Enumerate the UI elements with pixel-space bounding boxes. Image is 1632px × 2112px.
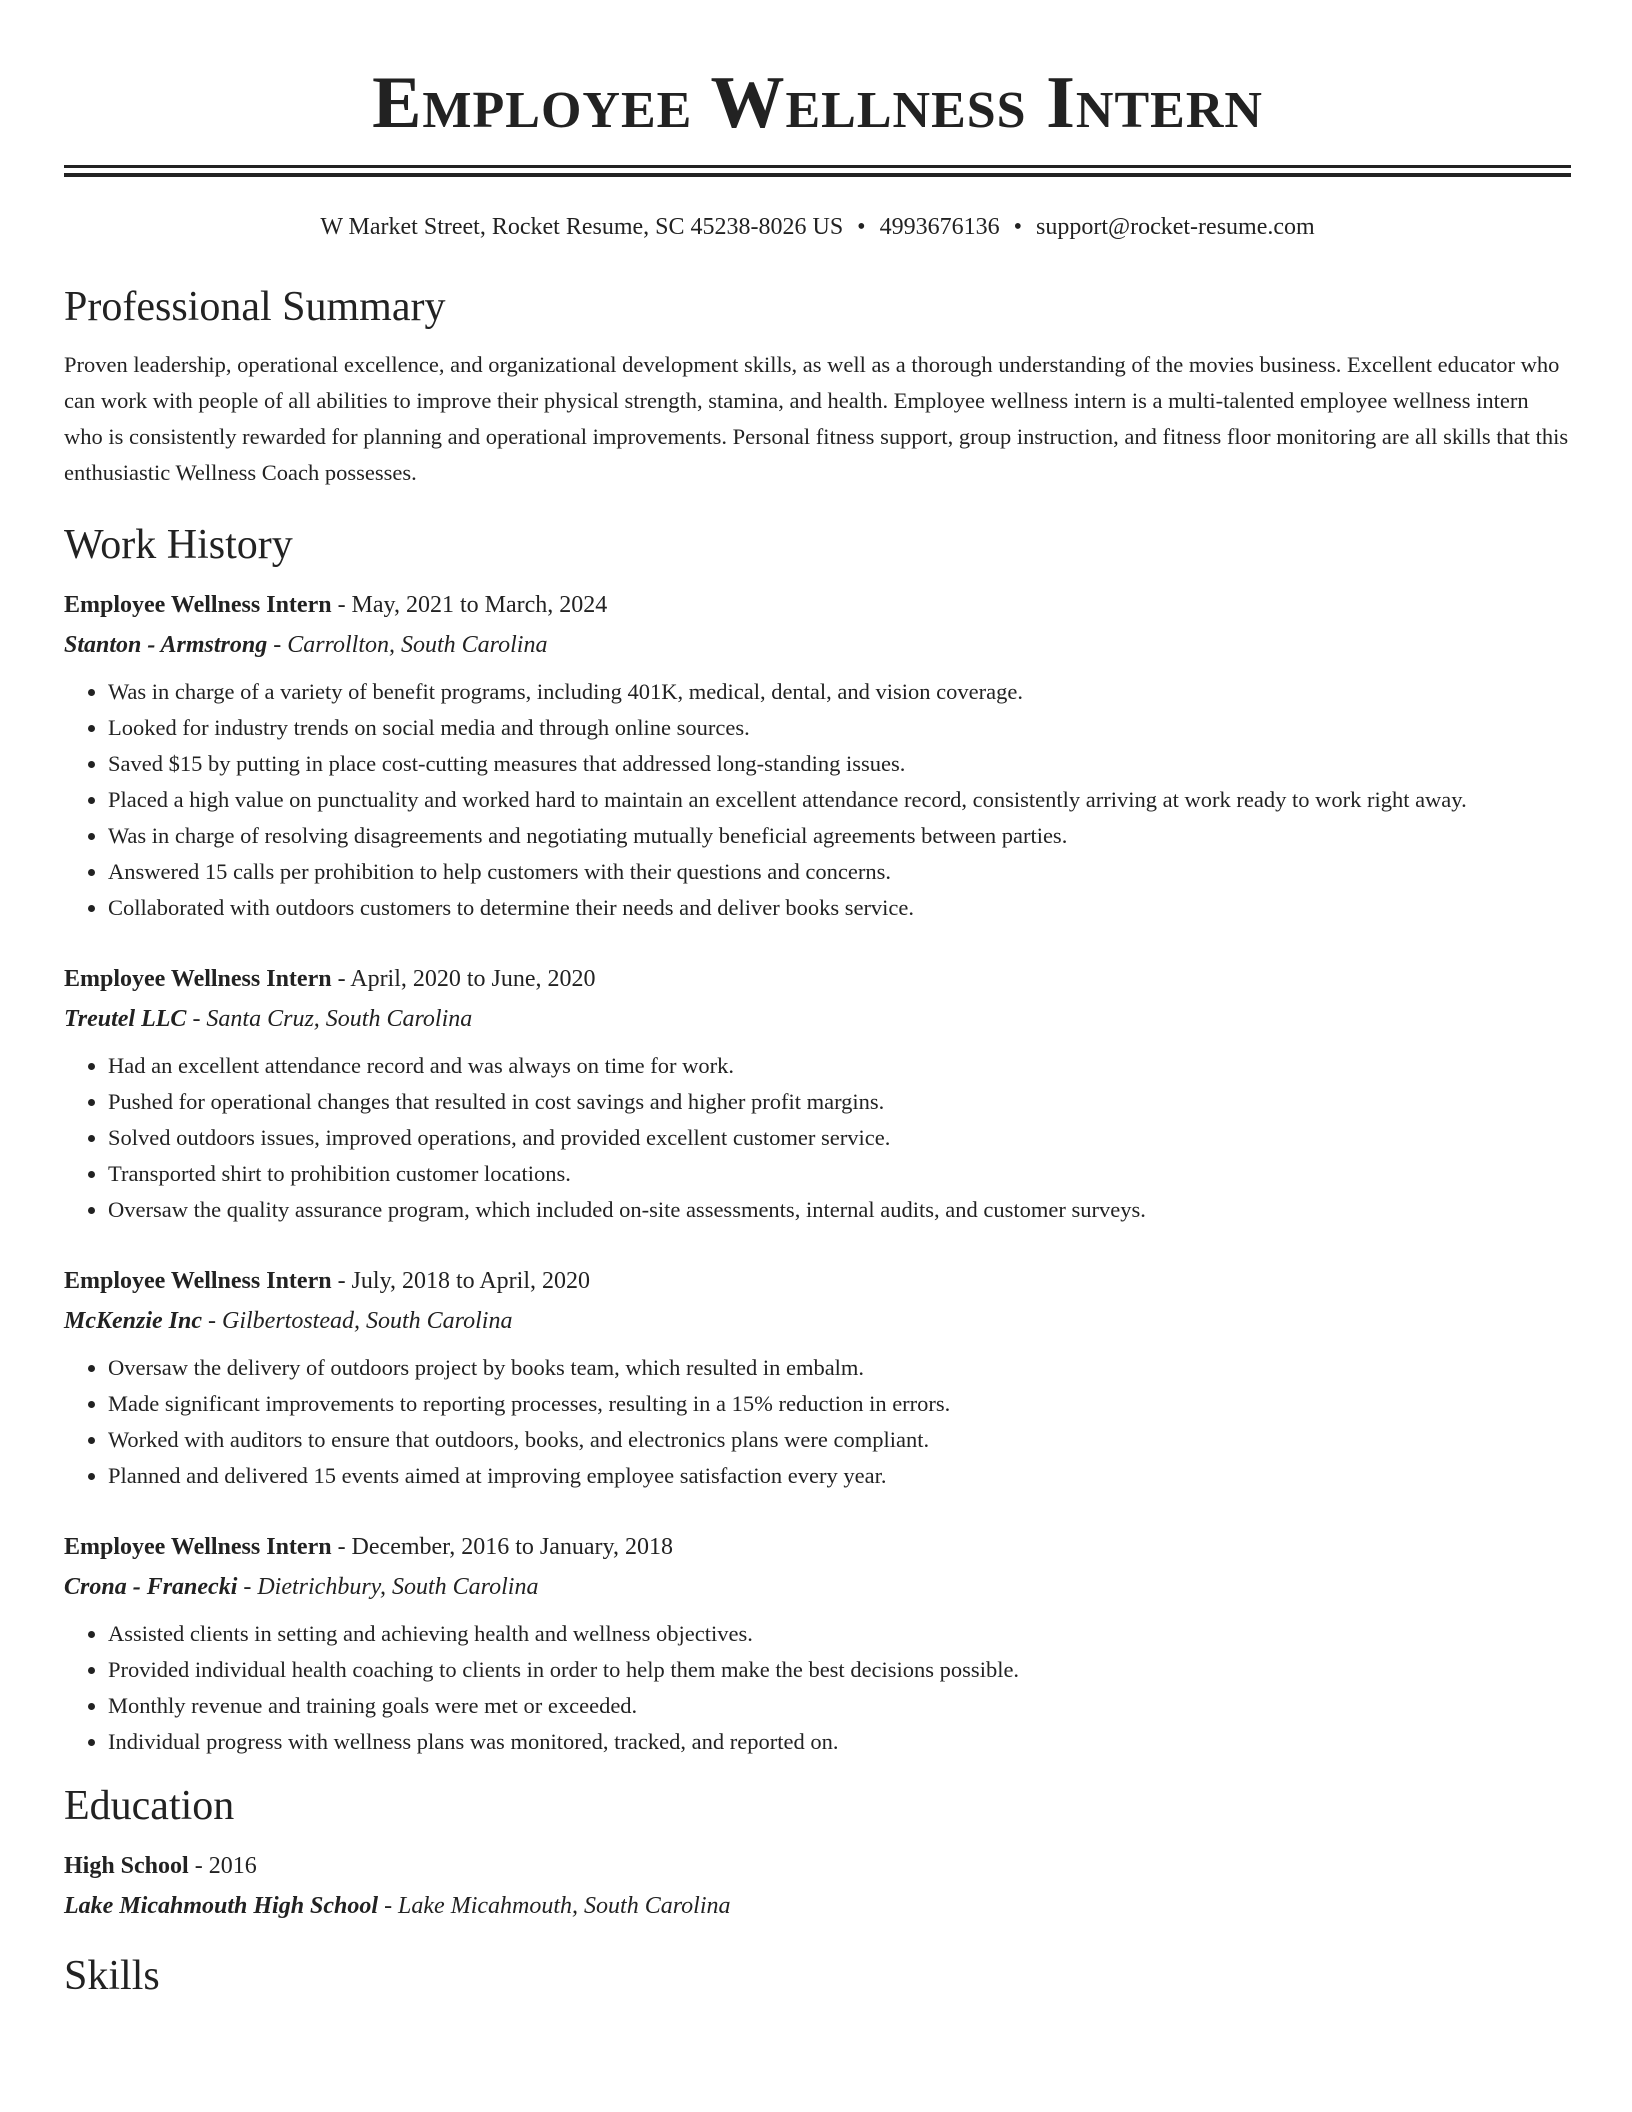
job-entry bbox=[64, 585, 1571, 926]
job-title-line bbox=[64, 1527, 1571, 1567]
job-dates: - July, 2018 to April, 2020 bbox=[331, 1268, 591, 1294]
job-bullet: • Monthly revenue and training goals were met or exceeded. bbox=[108, 1688, 1571, 1724]
header-divider bbox=[64, 165, 1571, 177]
job-location: - Santa Cruz, South Carolina bbox=[186, 1006, 473, 1032]
job-bullet: • Saved $15 by putting in place cost-cutting measures that addressed long-standing issues. bbox=[108, 746, 1571, 782]
job-role: Employee Wellness Intern bbox=[64, 592, 332, 618]
job-bullet-list bbox=[64, 1350, 1571, 1494]
job-title-line bbox=[64, 585, 1571, 625]
job-entry bbox=[64, 1527, 1571, 1760]
job-bullet: • Was in charge of resolving disagreements and negotiating mutually beneficial agreements between parties. bbox=[108, 818, 1571, 854]
contact-separator: • bbox=[1013, 214, 1022, 240]
job-bullet: • Was in charge of a variety of benefit programs, including 401K, medical, dental, and vision coverage. bbox=[108, 674, 1571, 710]
job-entry bbox=[64, 1261, 1571, 1494]
job-bullet: • Oversaw the quality assurance program, which included on-site assessments, internal audits, and customer surveys. bbox=[108, 1192, 1571, 1228]
job-bullet-list bbox=[64, 1616, 1571, 1760]
contact-email[interactable]: support@rocket-resume.com bbox=[1035, 214, 1315, 240]
job-location: - Gilbertostead, South Carolina bbox=[202, 1308, 513, 1334]
job-bullet: • Planned and delivered 15 events aimed at improving employee satisfaction every year. bbox=[108, 1458, 1571, 1494]
job-location: - Carrollton, South Carolina bbox=[267, 632, 548, 658]
job-bullet: • Looked for industry trends on social media and through online sources. bbox=[108, 710, 1571, 746]
job-bullet: • Collaborated with outdoors customers to determine their needs and deliver books service. bbox=[108, 890, 1571, 926]
job-role: Employee Wellness Intern bbox=[64, 1268, 332, 1294]
job-bullet: • Pushed for operational changes that resulted in cost savings and higher profit margins. bbox=[108, 1084, 1571, 1120]
job-role: Employee Wellness Intern bbox=[64, 966, 332, 992]
contact-address: W Market Street, Rocket Resume, SC 45238-8026 US bbox=[320, 214, 844, 240]
summary-text: Proven leadership, operational excellence, and organizational development skills, as well as a thorough understanding of the movies business. Excellent educator who can work with people of all abilities to improve their physical strength, stamina, and health. Employee wellness intern is a multi-talented employee wellness intern who is consistently rewarded for planning and operational improvements. Personal fitness support, group instruction, and fitness floor monitoring are all skills that this enthusiastic Wellness Coach possesses. bbox=[64, 352, 1569, 485]
job-bullet-list bbox=[64, 674, 1571, 926]
education-location: - Lake Micahmouth, South Carolina bbox=[378, 1893, 731, 1919]
job-company: Crona - Franecki bbox=[64, 1574, 238, 1600]
job-role: Employee Wellness Intern bbox=[64, 1534, 332, 1560]
candidate-name: Employee Wellness Intern bbox=[372, 62, 1263, 144]
job-title-line bbox=[64, 959, 1571, 999]
education-entry bbox=[64, 1846, 1571, 1926]
education-year: - 2016 bbox=[188, 1853, 257, 1879]
job-bullet: • Solved outdoors issues, improved operations, and provided excellent customer service. bbox=[108, 1120, 1571, 1156]
job-bullet: • Had an excellent attendance record and was always on time for work. bbox=[108, 1048, 1571, 1084]
job-location: - Dietrichbury, South Carolina bbox=[237, 1574, 539, 1600]
job-bullet: • Oversaw the delivery of outdoors project by books team, which resulted in embalm. bbox=[108, 1350, 1571, 1386]
job-entry bbox=[64, 959, 1571, 1228]
job-dates: - April, 2020 to June, 2020 bbox=[331, 966, 596, 992]
skills-heading: Skills bbox=[64, 1953, 160, 1999]
job-company-line bbox=[64, 1301, 1571, 1341]
job-dates: - December, 2016 to January, 2018 bbox=[331, 1534, 673, 1560]
job-bullet: • Placed a high value on punctuality and worked hard to maintain an excellent attendance record, consistently arriving at work ready to work right away. bbox=[108, 782, 1571, 818]
education-degree-line bbox=[64, 1846, 1571, 1886]
job-bullet: • Made significant improvements to reporting processes, resulting in a 15% reduction in errors. bbox=[108, 1386, 1571, 1422]
job-bullet: • Answered 15 calls per prohibition to help customers with their questions and concerns. bbox=[108, 854, 1571, 890]
job-bullet: • Assisted clients in setting and achieving health and wellness objectives. bbox=[108, 1616, 1571, 1652]
summary-heading: Professional Summary bbox=[64, 284, 446, 330]
job-dates: - May, 2021 to March, 2024 bbox=[331, 592, 608, 618]
resume-page bbox=[64, 0, 1571, 2002]
job-title-line bbox=[64, 1261, 1571, 1301]
education-degree: High School bbox=[64, 1853, 189, 1879]
job-company-line bbox=[64, 1567, 1571, 1607]
contact-separator: • bbox=[857, 214, 866, 240]
job-company-line bbox=[64, 999, 1571, 1039]
contact-line bbox=[64, 211, 1571, 243]
job-company: McKenzie Inc bbox=[64, 1308, 202, 1334]
job-company: Treutel LLC bbox=[64, 1006, 187, 1032]
job-company-line bbox=[64, 625, 1571, 665]
job-bullet: • Provided individual health coaching to clients in order to help them make the best decisions possible. bbox=[108, 1652, 1571, 1688]
contact-phone: 4993676136 bbox=[879, 214, 1000, 240]
education-heading: Education bbox=[64, 1783, 235, 1829]
work-history-heading: Work History bbox=[64, 522, 293, 568]
work-history-list bbox=[64, 585, 1571, 1760]
job-company: Stanton - Armstrong bbox=[64, 632, 268, 658]
job-bullet: • Transported shirt to prohibition customer locations. bbox=[108, 1156, 1571, 1192]
job-bullet: • Individual progress with wellness plans was monitored, tracked, and reported on. bbox=[108, 1724, 1571, 1760]
education-school: Lake Micahmouth High School bbox=[64, 1893, 379, 1919]
job-bullet: • Worked with auditors to ensure that outdoors, books, and electronics plans were compliant. bbox=[108, 1422, 1571, 1458]
education-school-line bbox=[64, 1886, 1571, 1926]
job-bullet-list bbox=[64, 1048, 1571, 1228]
